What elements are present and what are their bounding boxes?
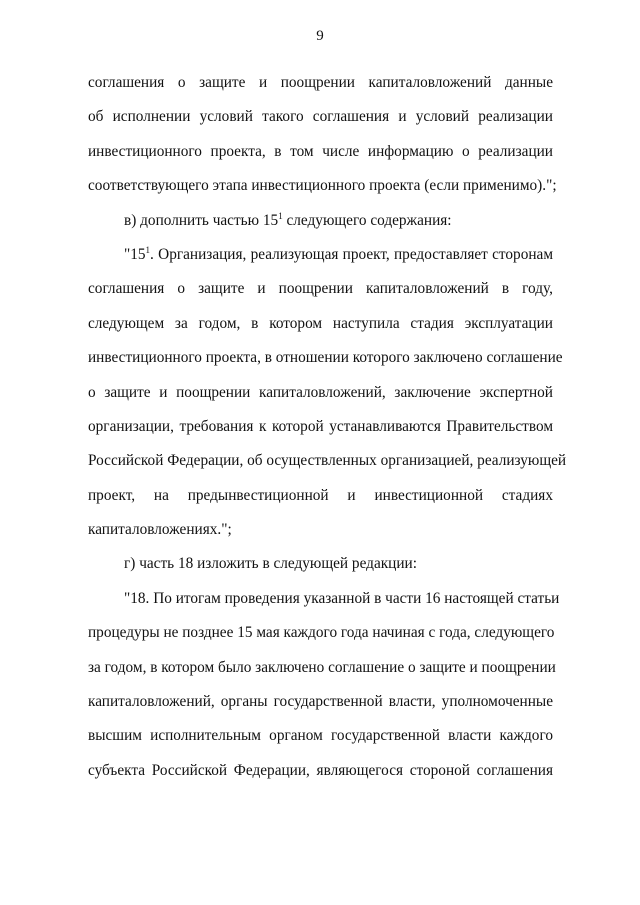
text-line: Российской Федерации, об осуществленных организацией, реализующей bbox=[88, 452, 567, 470]
text-line bbox=[88, 238, 553, 272]
text-line: организации, требования к которой устанавливаются Правительством bbox=[88, 417, 553, 435]
text-line: инвестиционного проекта, в том числе информацию о реализации bbox=[88, 142, 553, 160]
text-line: процедуры не позднее 15 мая каждого года начиная с года, следующего bbox=[88, 624, 555, 642]
text-line: инвестиционного проекта, в отношении которого заключено соглашение bbox=[88, 349, 563, 367]
text-line: следующем за годом, в котором наступила стадия эксплуатации bbox=[88, 314, 553, 332]
line-text: в) дополнить частью 15 bbox=[124, 211, 279, 229]
text-line: капиталовложениях."; bbox=[88, 521, 232, 539]
text-line: "18. По итогам проведения указанной в части 16 настоящей статьи bbox=[124, 589, 560, 607]
document-body bbox=[88, 66, 567, 788]
text-line: соглашения о защите и поощрении капиталовложений данные bbox=[88, 74, 553, 91]
text-line: проект, на предынвестиционной и инвестиционной стадиях bbox=[88, 486, 553, 504]
page-number: 9 bbox=[316, 28, 324, 44]
text-line bbox=[88, 204, 553, 238]
line-text: . Организация, реализующая проект, предоставляет сторонам bbox=[150, 245, 553, 263]
text-line: об исполнении условий такого соглашения и условий реализации bbox=[88, 108, 553, 126]
text-line: субъекта Российской Федерации, являющегося стороной соглашения bbox=[88, 761, 553, 779]
line-text: следующего содержания: bbox=[282, 211, 452, 229]
text-line: соответствующего этапа инвестиционного проекта (если применимо)."; bbox=[88, 177, 557, 195]
superscript: 1 bbox=[278, 210, 283, 221]
text-line: г) часть 18 изложить в следующей редакции: bbox=[124, 555, 417, 573]
line-text: "15 bbox=[124, 245, 146, 263]
text-line: о защите и поощрении капиталовложений, заключение экспертной bbox=[88, 383, 553, 401]
superscript: 1 bbox=[145, 244, 151, 255]
text-line: капиталовложений, органы государственной власти, уполномоченные bbox=[88, 693, 553, 711]
text-line: соглашения о защите и поощрении капиталовложений в году, bbox=[88, 280, 553, 298]
text-line: за годом, в котором было заключено соглашение о защите и поощрении bbox=[88, 658, 556, 676]
text-line: высшим исполнительным органом государственной власти каждого bbox=[88, 727, 553, 745]
